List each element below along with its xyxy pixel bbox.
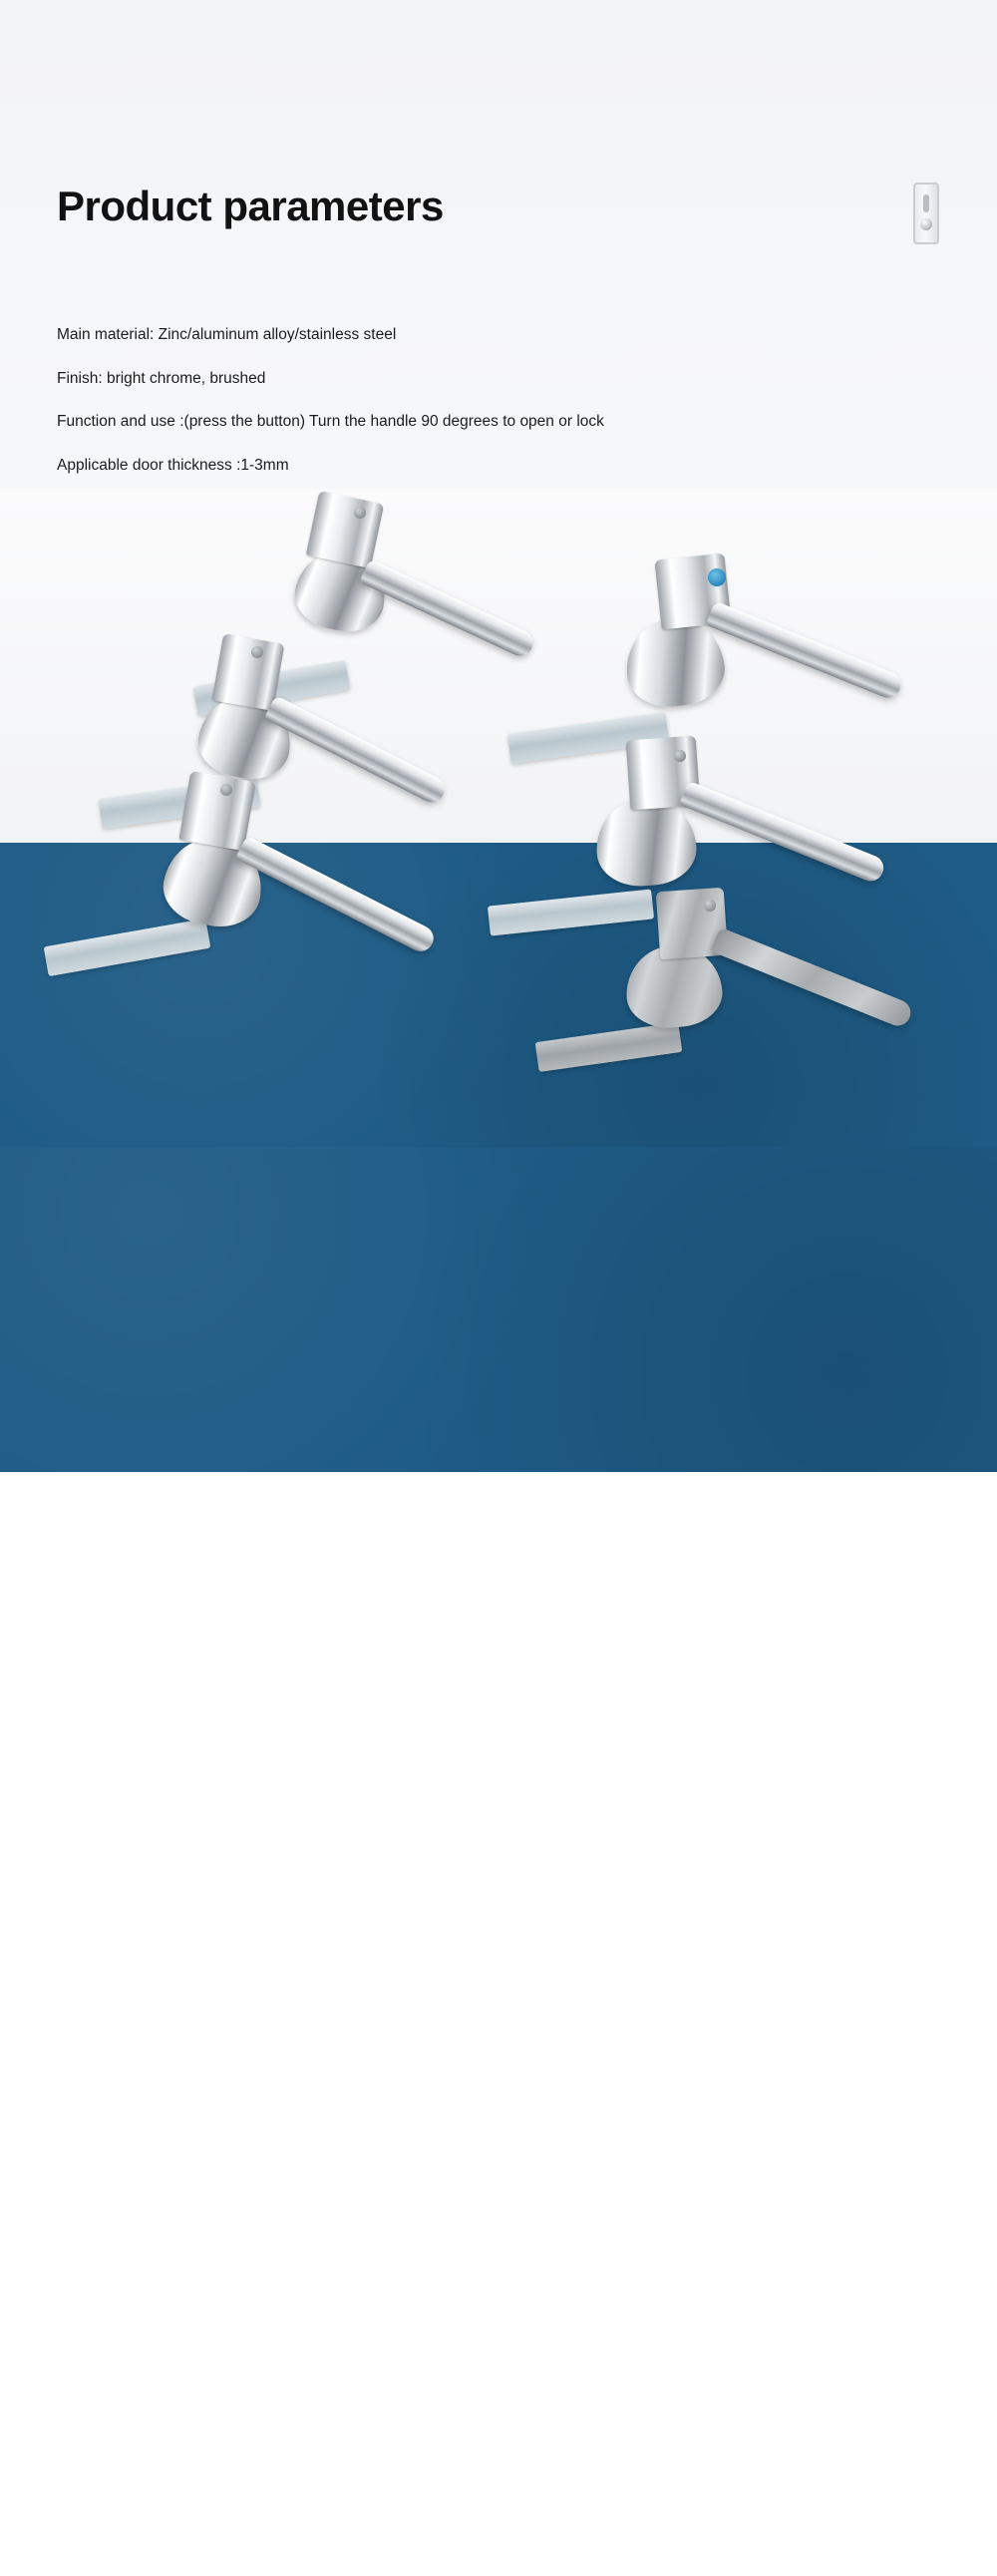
handle-chrome-bottom-left [45,738,444,1067]
spec-line-material: Main material: Zinc/aluminum alloy/stainless steel [57,326,397,343]
handle-lever [706,601,905,702]
panel-lock-knob [920,218,932,230]
handle-press-button [251,646,263,658]
handle-press-button [354,507,366,519]
product-photo [0,489,997,1147]
handle-lever [711,927,914,1030]
handle-tongue [44,919,211,976]
table-key-type: type [163,2482,202,2503]
handle-brushed-bottom-right [518,848,947,1147]
table-cell-peculiarity [584,2483,963,2576]
parameter-table [0,1147,997,2574]
table-value-type: Lock/no lock (press type) [168,2527,369,2547]
handle-press-button [708,568,726,586]
spec-line-function: Function and use :(press the button) Turn the handle 90 degrees to open or lock [57,413,604,430]
table-cell-material [584,2309,943,2376]
page-title: Product parameters [57,183,444,229]
table-value-model-number: MS301/ New MS301 [168,2353,334,2373]
table-key-material: material [584,2308,657,2329]
table-value-material: Zinc alloy/Aluminum alloy/ stainless steel [584,2353,910,2373]
table-value-peculiarity: Resistance to wear, corrosion/ impact/high temperature [584,2527,922,2574]
table-cell-type [163,2483,561,2550]
handle-cap [306,491,384,568]
table-cell-model-number [163,2309,561,2376]
spec-line-door-thickness: Applicable door thickness :1-3mm [57,456,289,474]
spec-line-finish: Finish: bright chrome, brushed [57,369,266,387]
spec-list [57,327,854,501]
handle-press-button [704,900,716,912]
table-key-model-number: Model number [163,2308,292,2329]
table-key-peculiarity: peculiarity [584,2482,680,2503]
header [0,0,997,299]
handle-press-button [674,750,686,762]
handle-press-button [220,784,232,796]
handle-lever [235,836,438,956]
panel-lock-slot [923,194,929,212]
panel-lock-icon [913,183,939,244]
handle-tongue [535,1022,683,1072]
